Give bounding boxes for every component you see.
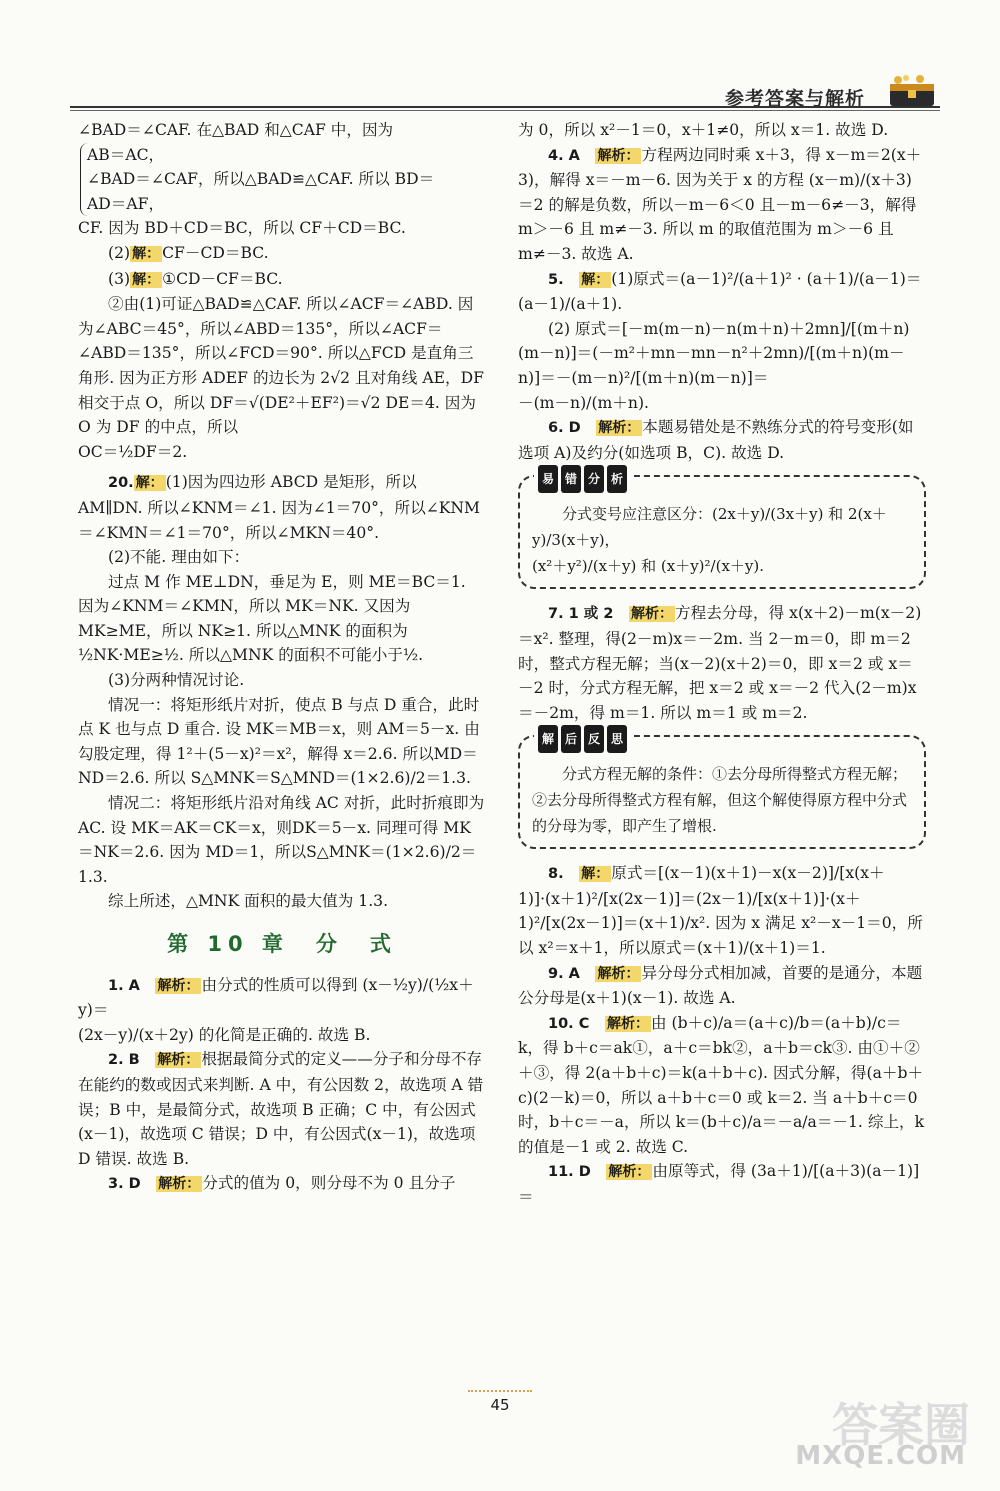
answer-tag: 解： [581,866,610,883]
question-11 [518,1159,926,1209]
text-line: (2x－y)/(x＋2y) 的化简是正确的. 故选 B. [78,1025,371,1044]
answer-text: 由分式的性质可以得到 (x－½y)/(½x＋y)＝ [78,975,474,1020]
answer-tag: 解析： [631,606,674,623]
case-brace-block [80,143,486,217]
question-3 [78,1171,486,1197]
box-title [534,725,634,753]
answer-text: 根据最简分式的定义——分子和分母不存在能约的数或因式来判断. A 中，有公因数 2，故选项 A 错误；B 中，是最简分式，故选项 B 正确；C 中，有公因式(x－1)，故选项 C 错误；D 中，有公因式(x－1)，故选项 D 错误. 故选 B. [78,1050,484,1168]
text-line: AD＝AF， [87,194,165,213]
box-title-char: 分 [584,465,604,493]
part-label: (2) [108,243,131,262]
text-line: ∠BAD＝∠CAF. 在△BAD 和△CAF 中，因为 [78,121,394,139]
answer-text: CF－CD＝BC. [162,243,269,262]
question-number: 10. C [548,1015,590,1032]
text-line: (2)不能. 理由如下： [108,548,250,567]
text-paragraph: 过点 M 作 ME⊥DN，垂足为 E，则 ME＝BC＝1. 因为∠KNM＝∠KMN，所以 MK＝NK. 又因为 MK≥ME，所以 NK≥1. 所以△MNK 的面积为 [78,572,466,640]
question-5 [518,267,926,317]
box-title-char: 后 [561,725,581,753]
answer-tag: 解： [581,271,610,288]
answer-text: (1)原式＝(a－1)²/(a＋1)² · (a＋1)/(a－1)＝(a－1)/(a＋1). [518,269,922,314]
mistake-analysis-box [518,472,926,589]
question-20 [78,470,486,545]
question-number: 6. D [548,420,581,437]
left-column [78,118,486,1197]
text-paragraph: 情况一：将矩形纸片对折，使点 B 与点 D 重合，此时点 K 也与点 D 重合. 设 MK＝MB＝x，则 AM＝5－x. 由勾股定理，得 1²＋(5－x)²＝x²，解得 x＝2.6. 所以MD＝ND＝2.6. 所以 S△MNK＝S△MND＝(1×2.6)/2＝1.3. [78,695,480,788]
question-9 [518,961,926,1011]
answer-text: 由原等式，得 (3a＋1)/[(a＋3)(a－1)]＝ [518,1162,920,1206]
header-rule [70,106,940,108]
answer-text: 异分母分式相加减，首要的是通分，本题公分母是(x＋1)(x－1). 故选 A. [518,963,923,1008]
page-number: 45 [490,1396,510,1414]
right-column [518,118,926,1210]
answer-text: 原式＝[(x－1)(x＋1)－x(x－2)]/[x(x＋1)]·(x＋1)²/[x(2x－1)]＝(2x－1)/[x(x＋1)]·(x＋1)²/[x(2x－1)]＝(x＋1)/x². 因为 x 满足 x²－x－1＝0，所以 x²＝x＋1，所以原式＝(x＋1)/(x＋1)＝1. [518,864,923,958]
question-number: 2. B [108,1052,140,1069]
header-title: 参考答案与解析 [724,88,865,110]
box-title [534,465,634,493]
question-6 [518,415,926,465]
text-line: －(m－n)/(m＋n). [518,393,649,412]
text-paragraph: ②由(1)可证△BAD≌△CAF. 所以∠ACF＝∠ABD. 因为∠ABC＝45°，所以∠ABD＝135°，所以∠ACF＝∠ABD＝135°，所以∠FCD＝90°. 所以△FCD 是直角三角形. 因为正方形 ADEF 的边长为 2√2 且对角线 AE，DF 相交于点 O，所以 DF＝√(DE²＋EF²)＝√2 DE＝4. 因为 O 为 DF 的中点，所以 [78,295,484,437]
text-line: 综上所述，△MNK 面积的最大值为 1.3. [108,892,389,911]
reflection-box [518,732,926,849]
chapter-title: 第 10 章 分 式 [167,932,397,956]
box-title-char: 解 [538,725,558,753]
answer-text: ①CD－CF＝BC. [162,269,283,288]
page-number-ornament [468,1390,532,1392]
answer-tag: 解析： [598,420,641,437]
answer-tag: 解析： [157,1052,200,1069]
box-text: (x²＋y²)/(x＋y) 和 (x＋y)²/(x＋y). [532,557,765,576]
watermark-url: MXQE.COM [795,1441,966,1471]
box-title-char: 思 [607,725,627,753]
question-number: 5. [548,271,564,288]
answer-tag: 解析： [607,1015,649,1032]
question-number: 3. D [108,1176,141,1193]
header-rule-thin [70,110,940,111]
question-10 [518,1011,926,1160]
answer-tag: 解析： [158,1176,201,1193]
answer-text: 方程两边同时乘 x＋3，得 x－m＝2(x＋3)，解得 x＝－m－6. 因为关于 x 的方程 (x－m)/(x＋3)＝2 的解是负数，所以－m－6＜0 且－m－6≠－3，解得 m＞－6 且 m≠－3. 所以 m 的取值范围为 m＞－6 且 m≠－3. 故选 A. [518,145,922,263]
answer-tag: 解： [132,245,161,262]
page-header [70,70,940,110]
question-number: 7. 1 或 2 [548,606,614,623]
answer-tag: 解： [135,475,164,492]
question-number: 4. A [548,147,580,164]
text-line: CF. 因为 BD＋CD＝BC，所以 CF＋CD＝BC. [78,219,406,238]
text-line [78,241,486,267]
box-text: 分式方程无解的条件：①去分母所得整式方程无解；②去分母所得整式方程有解，但这个解使得原方程中分式的分母为零，即产生了增根. [532,765,908,836]
answer-tag: 解析： [597,147,640,164]
question-number: 1. A [108,977,140,994]
treasure-chest-icon [876,72,940,108]
watermark [780,1389,980,1479]
box-text: 分式变号应注意区分：(2x＋y)/(3x＋y) 和 2(x＋y)/3(x＋y)， [532,505,887,550]
answer-tag: 解析： [608,1164,651,1181]
question-7 [518,601,926,725]
answer-tag: 解析： [597,965,640,982]
text-line: OC＝½DF＝2. [78,442,188,461]
text-line: AB＝AC， [87,145,165,164]
answer-tag: 解： [132,271,161,288]
answer-text: 本题易错处是不熟练分式的符号变形(如选项 A)及约分(如选项 B，C). 故选 D. [518,418,914,462]
question-number: 20. [108,475,134,492]
answer-text: 分式的值为 0，则分母不为 0 且分子 [202,1174,456,1193]
box-title-char: 易 [538,465,558,493]
text-paragraph: 情况二：将矩形纸片沿对角线 AC 对折，此时折痕即为 AC. 设 MK＝AK＝CK＝x，则DK＝5－x. 同理可得 MK＝NK＝2.6. 因为 MD＝1，所以S△MNK＝(1×2.6)/2＝1.3. [78,794,485,886]
box-title-char: 错 [561,465,581,493]
question-number: 11. D [548,1164,591,1181]
watermark-logo-text: 答案圈 [832,1398,970,1452]
box-title-char: 析 [607,465,627,493]
text-line: (3)分两种情况讨论. [108,671,245,690]
question-4 [518,143,926,267]
question-8 [518,861,926,960]
text-line: 为 0，所以 x²－1＝0，x＋1≠0，所以 x＝1. 故选 D. [518,121,889,139]
question-2 [78,1047,486,1171]
question-1 [78,973,486,1023]
answer-text: 方程去分母，得 x(x＋2)－m(x－2)＝x². 整理，得(2－m)x＝－2m. 当 2－m＝0，即 m＝2 时，整式方程无解；当(x－2)(x＋2)＝0，即 x＝2 或 x＝－2 时，分式方程无解，把 x＝2 或 x＝－2 代入(2－m)x＝－2m，得 m＝1. 所以 m＝1 或 m＝2. [518,604,922,722]
box-title-char: 反 [584,725,604,753]
answer-text: 由 (b＋c)/a＝(a＋c)/b＝(a＋b)/c＝k，得 b＋c＝ak①，a＋c＝bk②，a＋b＝ck③. 由①＋②＋③，得 2(a＋b＋c)＝k(a＋b＋c). 因式分解，得(a＋b＋c)(2－k)＝0，所以 a＋b＋c＝0 或 k＝2. 当 a＋b＋c＝0 时，b＋c＝－a，所以 k＝(b＋c)/a＝－a/a＝－1. 综上，k 的值是－1 或 2. 故选 C. [518,1013,925,1156]
text-line: ½NK·ME≥½. 所以△MNK 的面积不可能小于½. [78,646,424,665]
question-number: 9. A [548,965,580,982]
text-line [78,267,486,293]
question-number: 8. [548,866,564,883]
answer-tag: 解析： [157,977,200,994]
answer-text: (1)因为四边形 ABCD 是矩形，所以 AM∥DN. 所以∠KNM＝∠1. 因为∠1＝70°，所以∠KNM＝∠KMN＝∠1＝70°，所以∠MKN＝40°. [78,473,481,542]
part-label: (3) [108,269,131,288]
text-line: ∠BAD＝∠CAF，所以△BAD≌△CAF. 所以 BD＝ [87,170,435,189]
text-paragraph: (2) 原式＝[－m(m－n)－n(m＋n)＋2mn]/[(m＋n)(m－n)]＝(－m²＋mn－mn－n²＋2mn)/[(m＋n)(m－n)]＝－(m－n)²/[(m＋n)(m－n)]＝ [518,319,910,387]
